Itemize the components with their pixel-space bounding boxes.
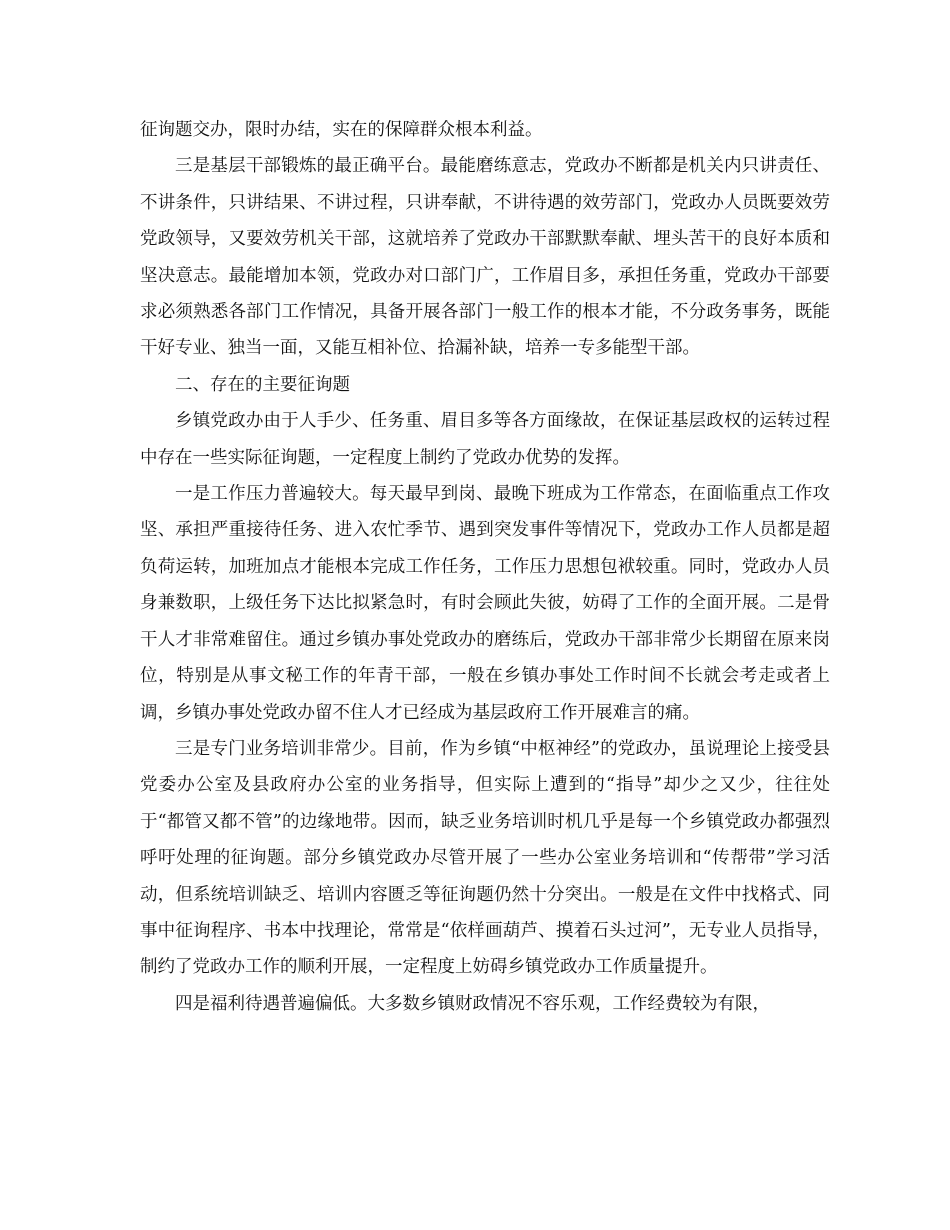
paragraph-grassroots-training-platform: 三是基层干部锻炼的最正确平台。最能磨练意志，党政办不断都是机关内只讲责任、不讲条件，只讲结果、不讲过程，只讲奉献，不讲待遇的效劳部门，党政办人员既要效劳党政领导，又要效劳机关干部，这就培养了党政办干部默默奉献、埋头苦干的良好本质和坚决意志。最能增加本领，党政办对口部门广，工作眉目多，承担任务重，党政办干部要求必须熟悉各部门工作情况，具备开展各部门一般工作的根本才能，不分政务事务，既能干好专业、独当一面，又能互相补位、拾漏补缺，培养一专多能型干部。 xyxy=(140,156,830,359)
paragraph-work-pressure: 一是工作压力普遍较大。每天最早到岗、最晚下班成为工作常态，在面临重点工作攻坚、承担严重接待任务、进入农忙季节、遇到突发事件等情况下，党政办工作人员都是超负荷运转，加班加点才能根本完成工作任务，工作压力思想包袱较重。同时，党政办人员身兼数职，上级任务下达比拟紧急时，有时会顾此失彼，妨碍了工作的全面开展。二是骨干人才非常难留住。通过乡镇办事处党政办的磨练后，党政办干部非常少长期留在原来岗位，特别是从事文秘工作的年青干部，一般在乡镇办事处工作时间不长就会考走或者上调，乡镇办事处党政办留不住人才已经成为基层政府工作开展难言的痛。 xyxy=(140,484,830,723)
section-heading-main-problems: 二、存在的主要征询题 xyxy=(175,374,350,395)
paragraph-training-shortage: 三是专门业务培训非常少。目前，作为乡镇“中枢神经”的党政办，虽说理论上接受县党委办公室及县政府办公室的业务指导，但实际上遭到的“指导”却少之又少，往往处于“都管又都不管”的边缘地带。因而，缺乏业务培训时机几乎是每一个乡镇党政办都强烈呼吁处理的征询题。部分乡镇党政办尽管开展了一些办公室业务培训和“传帮带”学习活动，但系统培训缺乏、培训内容匮乏等征询题仍然十分突出。一般是在文件中找格式、同事中征询程序、书本中找理论，常常是“依样画葫芦、摸着石头过河”，无专业人员指导，制约了党政办工作的顺利开展，一定程度上妨碍乡镇党政办工作质量提升。 xyxy=(140,738,830,978)
paragraph-continuation: 征询题交办，限时办结，实在的保障群众根本利益。 xyxy=(140,120,543,140)
paragraph-low-welfare: 四是福利待遇普遍偏低。大多数乡镇财政情况不容乐观，工作经费较为有限， xyxy=(175,993,770,1014)
document-body xyxy=(140,112,830,1022)
paragraph-problems-intro: 乡镇党政办由于人手少、任务重、眉目多等各方面缘故，在保证基层政权的运转过程中存在一些实际征询题，一定程度上制约了党政办优势的发挥。 xyxy=(140,411,830,468)
